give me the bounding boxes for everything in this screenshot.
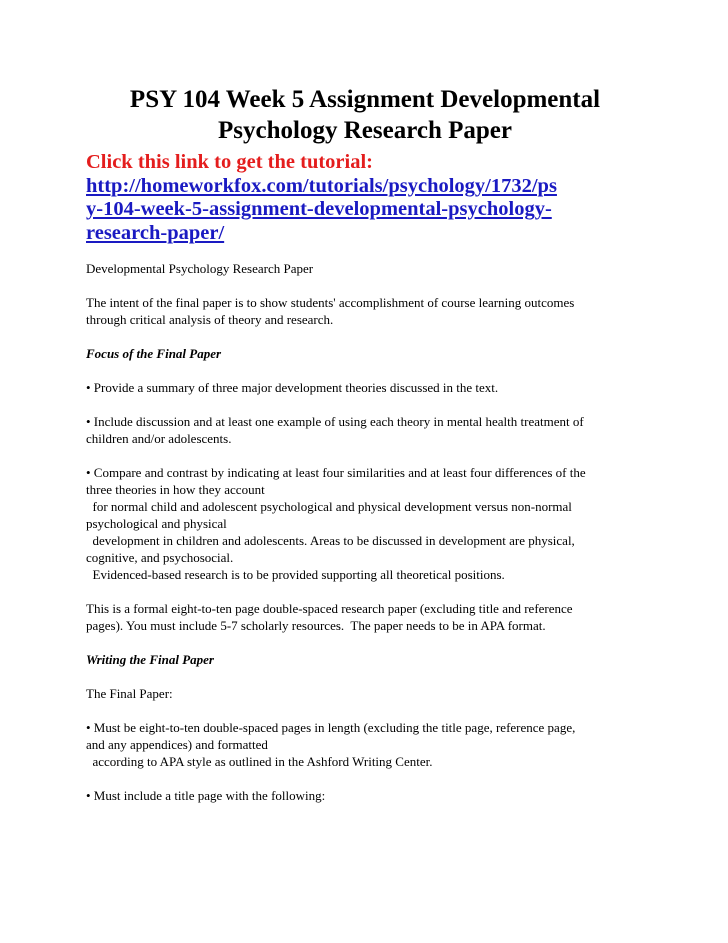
title-line: PSY 104 Week 5 Assignment Developmental <box>129 86 601 113</box>
document-title <box>84 84 646 146</box>
text-line: according to APA style as outlined in the Ashford Writing Center. <box>86 754 433 769</box>
text-line: through critical analysis of theory and research. <box>86 312 334 327</box>
text-line: • Include discussion and at least one example of using each theory in mental health treatment of <box>86 414 584 429</box>
bullet-compare <box>86 464 646 583</box>
text-line: • Provide a summary of three major development theories discussed in the text. <box>86 380 499 395</box>
text-line: pages). You must include 5-7 scholarly resources. The paper needs to be in APA format. <box>86 618 546 633</box>
text-line: children and/or adolescents. <box>86 431 232 446</box>
bullet-title-page <box>86 787 646 804</box>
paper-subtitle <box>86 260 646 277</box>
intent-paragraph <box>86 294 646 328</box>
title-line: Psychology Research Paper <box>218 117 512 144</box>
text-line: • Must be eight-to-ten double-spaced pages in length (excluding the title page, reference page, <box>86 720 576 735</box>
text-line: three theories in how they account <box>86 482 265 497</box>
bullet-length <box>86 719 646 770</box>
tutorial-url-line[interactable]: http://homeworkfox.com/tutorials/psychology/1732/ps <box>86 174 557 197</box>
formal-paper-paragraph <box>86 600 646 634</box>
link-intro: Click this link to get the tutorial: <box>86 151 373 173</box>
tutorial-url-line[interactable]: research-paper/ <box>86 221 225 244</box>
tutorial-link-block <box>86 151 646 245</box>
bullet-discussion <box>86 413 646 447</box>
text-line: cognitive, and psychosocial. <box>86 550 234 565</box>
writing-heading: Writing the Final Paper <box>86 652 214 667</box>
text-line: for normal child and adolescent psychological and physical development versus non-normal <box>86 499 572 514</box>
text-line: The intent of the final paper is to show students' accomplishment of course learning outcomes <box>86 295 575 310</box>
text-line: psychological and physical <box>86 516 227 531</box>
text-line: • Compare and contrast by indicating at least four similarities and at least four differences of the <box>86 465 586 480</box>
bullet-summary <box>86 379 646 396</box>
focus-heading: Focus of the Final Paper <box>86 346 222 361</box>
text-line: The Final Paper: <box>86 686 173 701</box>
document-page <box>86 84 646 821</box>
subtitle-text: Developmental Psychology Research Paper <box>86 261 314 276</box>
text-line: and any appendices) and formatted <box>86 737 268 752</box>
tutorial-url-line[interactable]: y-104-week-5-assignment-developmental-psychology- <box>86 198 552 220</box>
text-line: This is a formal eight-to-ten page double-spaced research paper (excluding title and reference <box>86 601 573 616</box>
text-line: Evidenced-based research is to be provided supporting all theoretical positions. <box>86 567 505 582</box>
final-paper-label <box>86 685 646 702</box>
text-line: development in children and adolescents. Areas to be discussed in development are physical, <box>86 533 575 548</box>
text-line: • Must include a title page with the following: <box>86 788 326 803</box>
